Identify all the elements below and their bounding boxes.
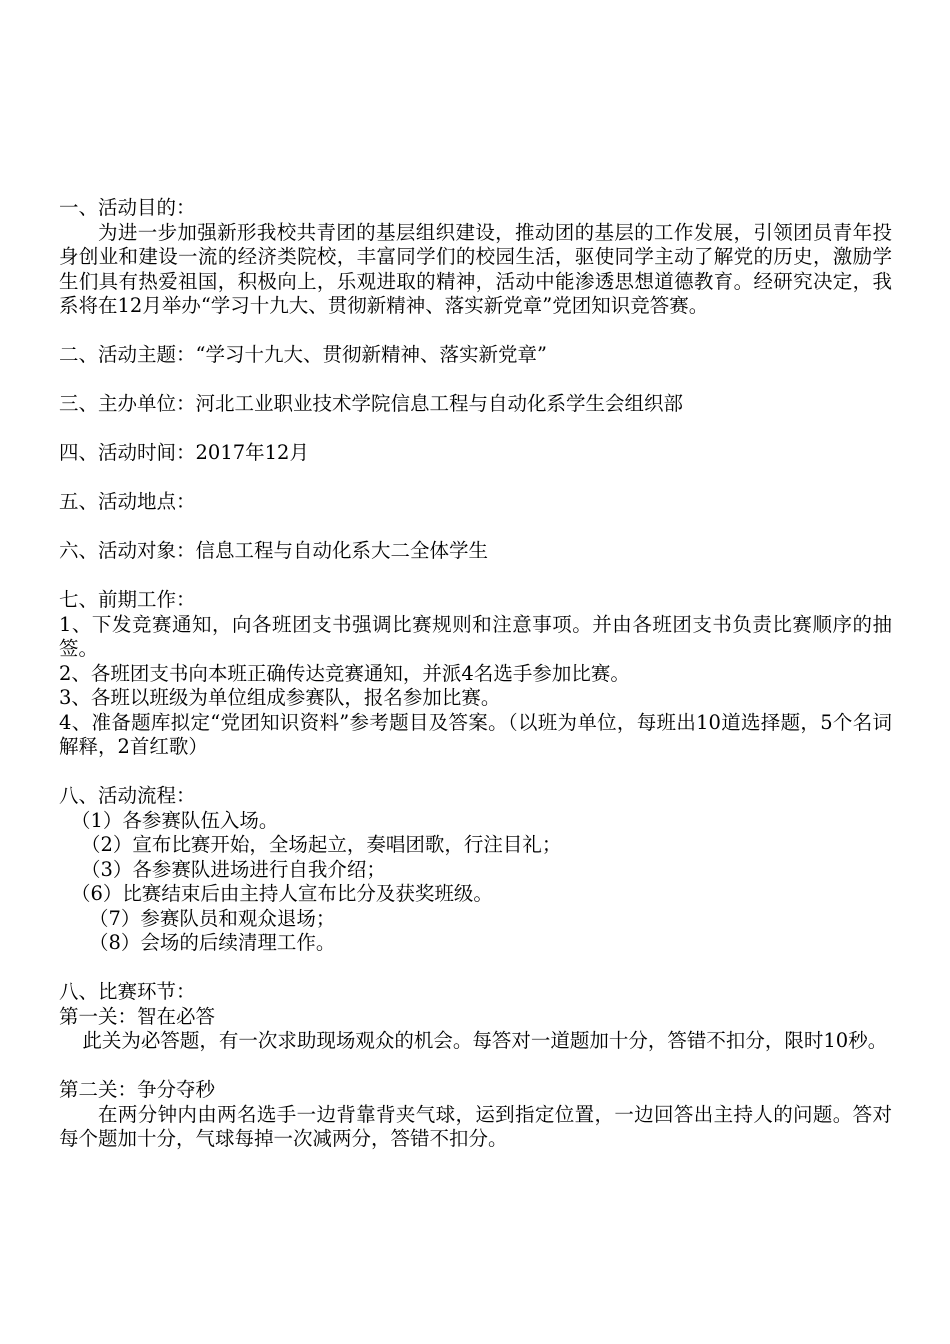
section-purpose-heading: 一、活动目的： — [59, 196, 196, 219]
section-audience: 六、活动对象：信息工程与自动化系大二全体学生 — [59, 539, 489, 562]
section-organizer: 三、主办单位：河北工业职业技术学院信息工程与自动化系学生会组织部 — [59, 392, 684, 415]
round-2-body: 在两分钟内由两名选手一边背靠背夹气球，运到指定位置，一边回答出主持人的问题。答对每个题加十分，气球每掉一次减两分，答错不扣分。 — [59, 1102, 892, 1150]
prep-item: 1、下发竞赛通知，向各班团支书强调比赛规则和注意事项。并由各班团支书负责比赛顺序的抽签。 — [59, 612, 892, 660]
section-prep-heading: 七、前期工作： — [59, 588, 196, 611]
round-1-body: 此关为必答题，有一次求助现场观众的机会。每答对一道题加十分，答错不扣分，限时10秒。 — [82, 1029, 888, 1052]
prep-item: 3、各班以班级为单位组成参赛队，报名参加比赛。 — [59, 686, 501, 709]
process-item: （8）会场的后续清理工作。 — [89, 931, 336, 954]
prep-item: 4、准备题库拟定“党团知识资料”参考题目及答案。（以班为单位，每班出10道选择题，5个名词解释，2首红歌） — [59, 710, 892, 758]
process-item: （6）比赛结束后由主持人宣布比分及获奖班级。 — [71, 882, 493, 905]
round-2-title: 第二关：争分夺秒 — [59, 1078, 216, 1101]
section-time: 四、活动时间：2017年12月 — [59, 441, 309, 464]
section-location: 五、活动地点： — [59, 490, 196, 513]
process-item: （3）各参赛队进场进行自我介绍； — [81, 857, 386, 881]
section-theme: 二、活动主题：“学习十九大、贯彻新精神、落实新党章” — [59, 343, 547, 366]
process-item: （1）各参赛队伍入场。 — [71, 808, 279, 832]
process-item: （7）参赛队员和观众退场； — [89, 906, 336, 930]
section-purpose-body: 为进一步加强新形我校共青团的基层组织建设，推动团的基层的工作发展，引领团员青年投身创业和建设一流的经济类院校，丰富同学们的校园生活，驱使同学主动了解党的历史，激励学生们具有热爱祖国，积极向上，乐观进取的精神，活动中能渗透思想道德教育。经研究决定，我系将在12月举办“学习十九大、贯彻新精神、落实新党章”党团知识竞答赛。 — [59, 220, 892, 317]
document-body — [59, 196, 892, 1152]
round-1-title: 第一关：智在必答 — [59, 1004, 216, 1028]
section-rounds-heading: 八、比赛环节： — [59, 980, 196, 1003]
process-item: （2）宣布比赛开始，全场起立，奏唱团歌，行注目礼； — [81, 833, 562, 856]
prep-item: 2、各班团支书向本班正确传达竞赛通知，并派4名选手参加比赛。 — [59, 661, 630, 685]
section-process-heading: 八、活动流程： — [59, 784, 196, 807]
